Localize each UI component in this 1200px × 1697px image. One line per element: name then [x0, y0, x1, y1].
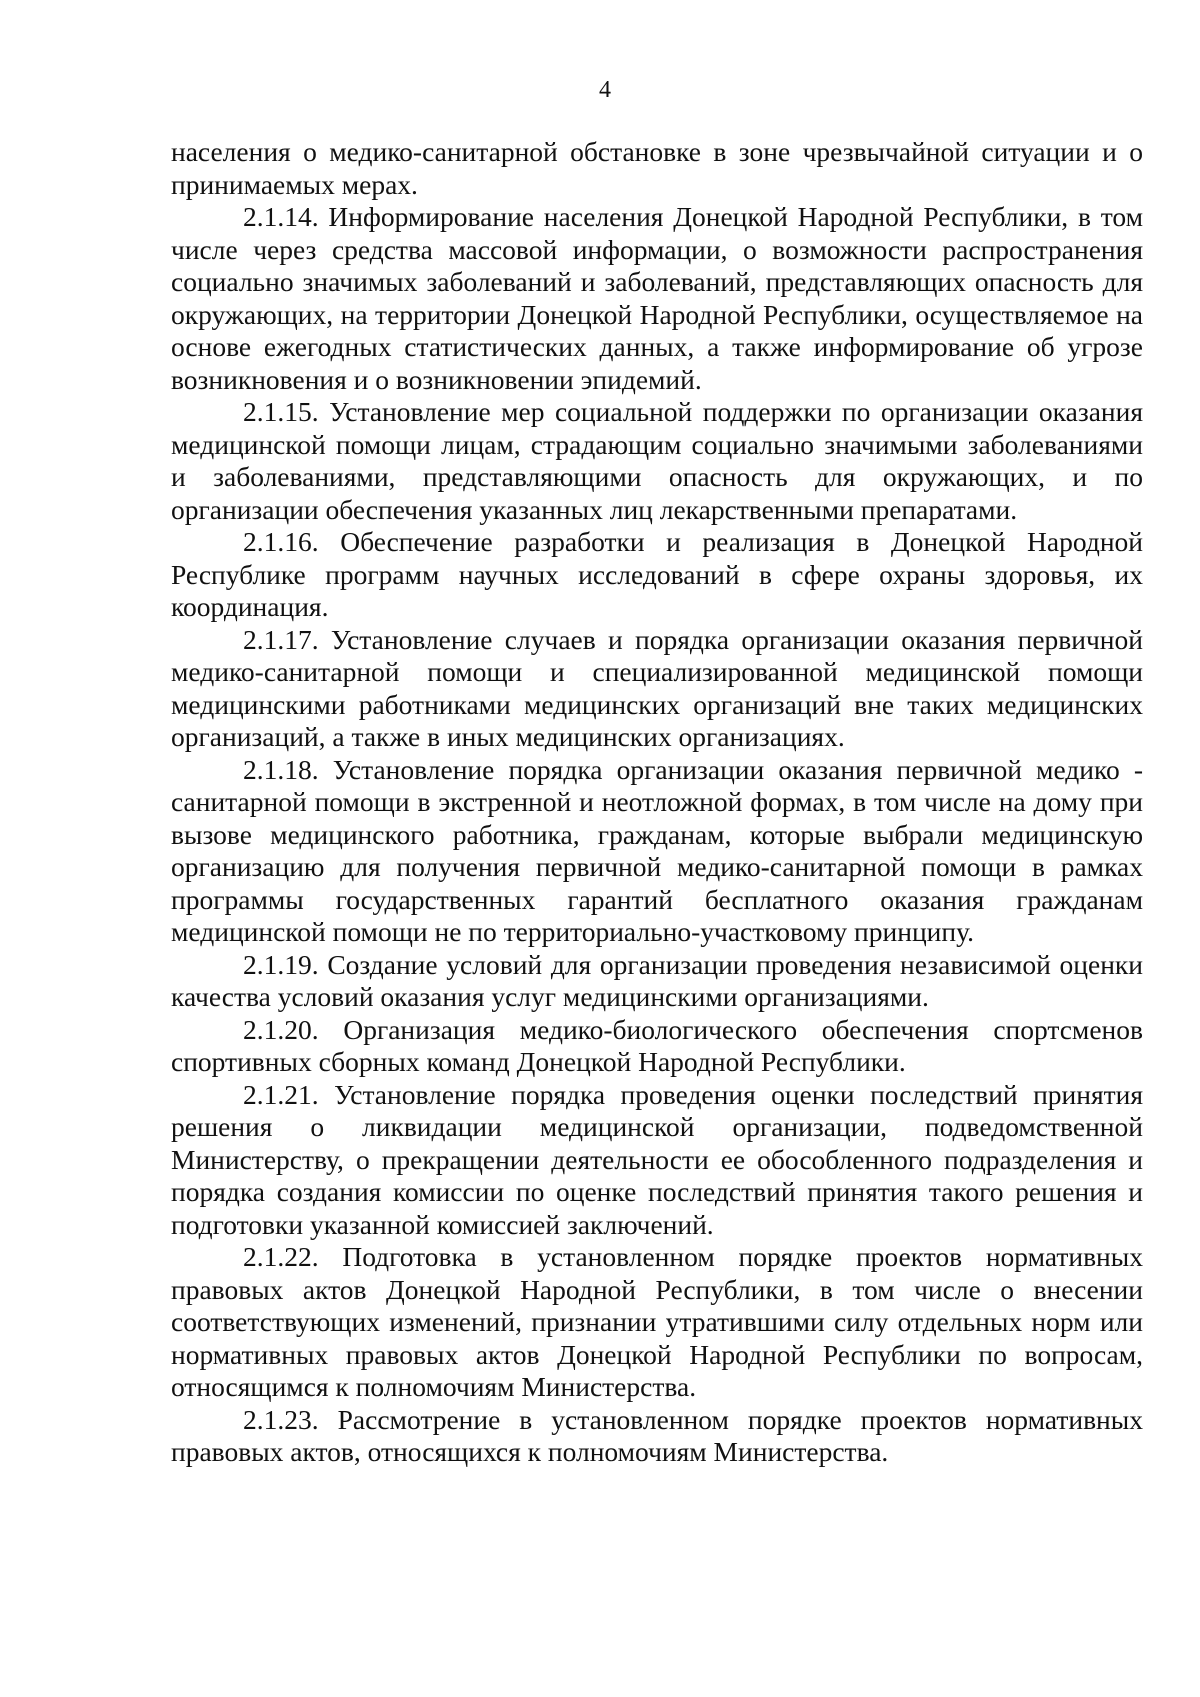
paragraph-text: Информирование населения Донецкой Народной Республики, в том числе через средства массовой информации, о возможности распространения социально значимых заболеваний и заболеваний, представляющих опасность для окружающих, на территории Донецкой Народной Республики, осуществляемое на основе ежегодных статистических данных, а также информирование об угрозе возникновения и о возникновении эпидемий.	[171, 201, 1144, 395]
paragraph-number: 2.1.19.	[243, 948, 319, 980]
paragraph-text: населения о медико-санитарной обстановке в зоне чрезвычайной ситуации и о принимаемых мерах.	[171, 136, 1143, 200]
paragraph-text: Подготовка в установленном порядке проектов нормативных правовых актов Донецкой Народной Республики, в том числе о внесении соответствующих изменений, признании утратившими силу отдельных норм или нормативных правовых актов Донецкой Народной Республики по вопросам, относящимся к полномочиям Министерства.	[171, 1241, 1143, 1402]
paragraph-number: 2.1.23.	[243, 1403, 319, 1435]
paragraph-number: 2.1.22.	[243, 1241, 319, 1272]
page-number: 4	[599, 77, 611, 103]
paragraph-text: Установление случаев и порядка организации оказания первичной медико-санитарной помощи и специализированной медицинской помощи медицинскими работниками медицинских организаций вне таких медицинских организаций, а также в иных медицинских организациях.	[171, 623, 1143, 752]
paragraph-2-1-18	[171, 754, 1143, 949]
paragraph-2-1-21	[171, 1079, 1143, 1242]
document-body	[171, 136, 1143, 1469]
paragraph-2-1-22	[171, 1241, 1143, 1404]
paragraph-2-1-15	[171, 396, 1143, 526]
paragraph-number: 2.1.18.	[243, 753, 319, 785]
paragraph-text: Установление порядка организации оказания первичной медико - санитарной помощи в экстренной и неотложной формах, в том числе на дому при вызове медицинского работника, гражданам, которые выбрали медицинскую организацию для получения первичной медико-санитарной помощи в рамках программы государственных гарантий бесплатного оказания гражданам медицинской помощи не по территориально-участковому принципу.	[171, 753, 1143, 947]
paragraph-text: Создание условий для организации проведения независимой оценки качества условий оказания услуг медицинскими организациями.	[171, 948, 1143, 1012]
paragraph-number: 2.1.16.	[243, 526, 319, 557]
paragraph-text: Рассмотрение в установленном порядке проектов нормативных правовых актов, относящихся к полномочиям Министерства.	[171, 1403, 1143, 1467]
paragraph-2-1-14	[171, 201, 1143, 396]
paragraph-number: 2.1.14.	[243, 201, 319, 232]
paragraph-number: 2.1.17.	[243, 623, 319, 655]
paragraph-number: 2.1.20.	[243, 1013, 319, 1045]
paragraph-2-1-23	[171, 1404, 1143, 1469]
paragraph-text: Установление мер социальной поддержки по организации оказания медицинской помощи лицам, страдающим социально значимыми заболеваниями и заболеваниями, представляющими опасность для окружающих, и по организации обеспечения указанных лиц лекарственными препаратами.	[171, 396, 1143, 525]
paragraph-2-1-17	[171, 624, 1143, 754]
paragraph-number: 2.1.21.	[243, 1078, 319, 1110]
paragraph-2-1-19	[171, 949, 1143, 1014]
paragraph-text: Организация медико-биологического обеспечения спортсменов спортивных сборных команд Донецкой Народной Республики.	[171, 1013, 1143, 1077]
paragraph-number: 2.1.15.	[243, 396, 319, 427]
paragraph-text: Установление порядка проведения оценки последствий принятия решения о ликвидации медицинской организации, подведомственной Министерству, о прекращении деятельности ее обособленного подразделения и порядка создания комиссии по оценке последствий принятия такого решения и подготовки указанной комиссией заключений.	[171, 1078, 1144, 1240]
paragraph-continuation	[171, 136, 1143, 201]
paragraph-text: Обеспечение разработки и реализация в Донецкой Народной Республике программ научных исследований в сфере охраны здоровья, их координация.	[171, 526, 1144, 622]
paragraph-2-1-20	[171, 1014, 1143, 1079]
paragraph-2-1-16	[171, 526, 1143, 624]
